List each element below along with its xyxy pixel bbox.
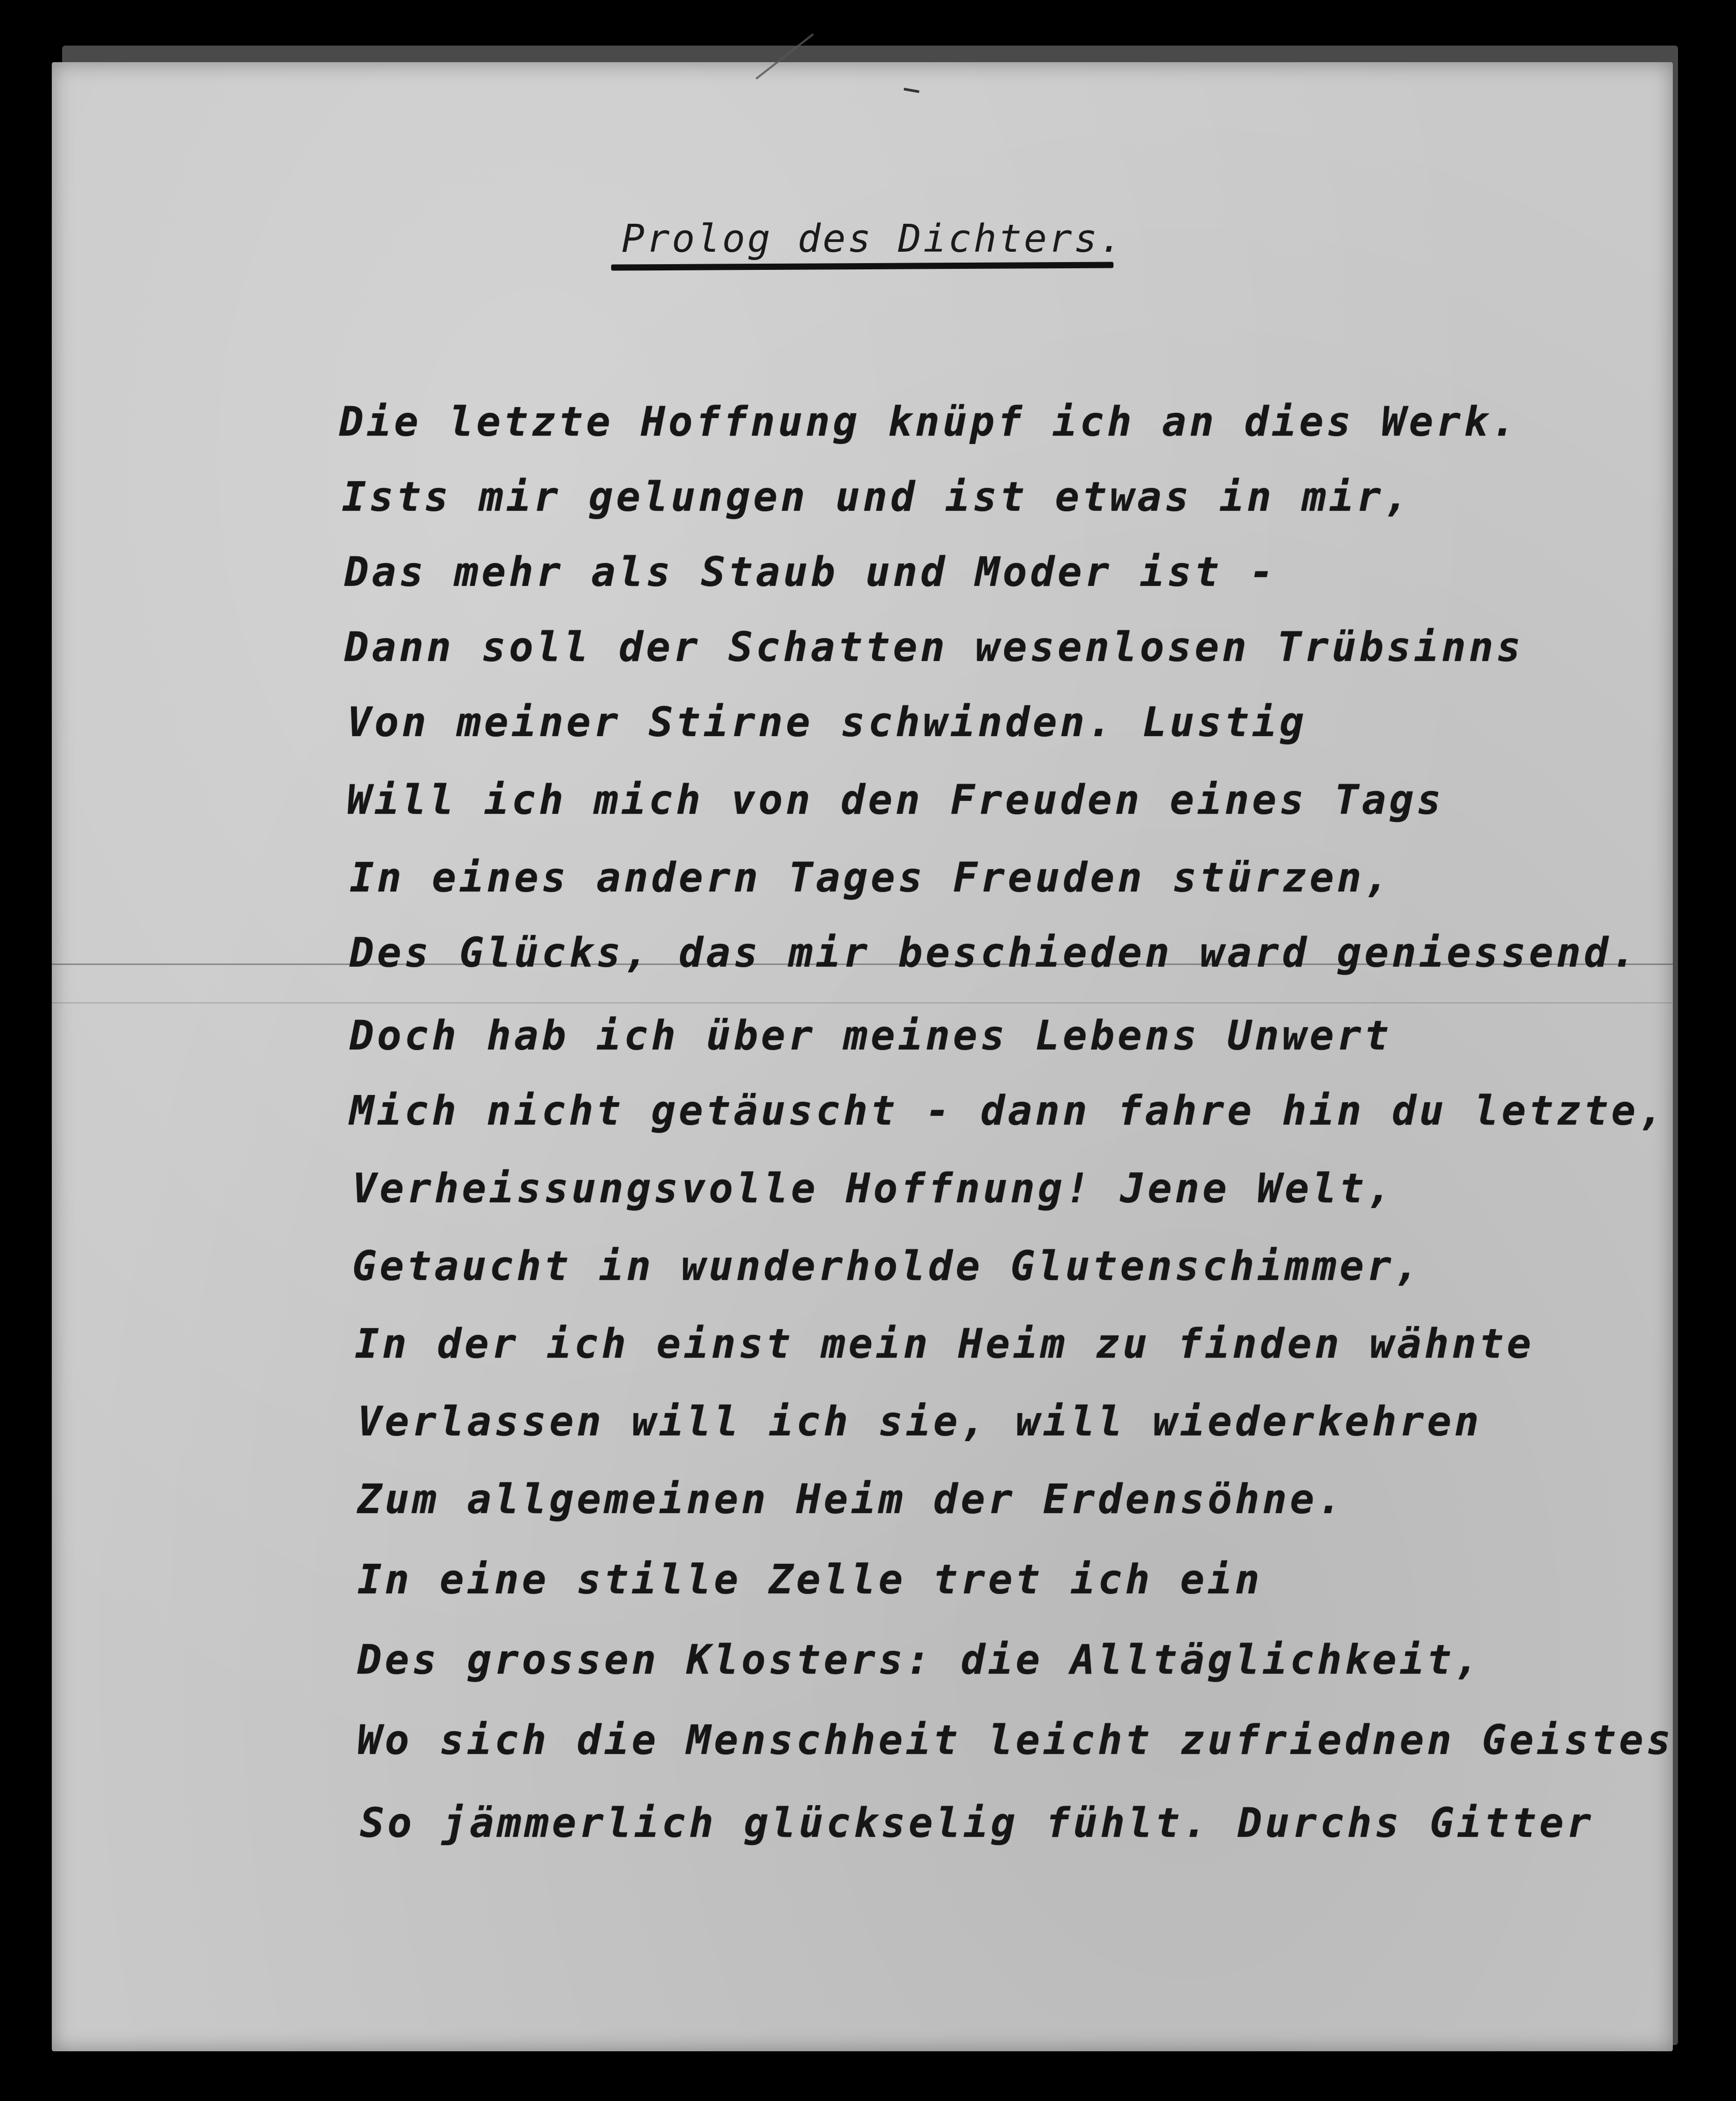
poem-line: Verheissungsvolle Hoffnung! Jene Welt, xyxy=(352,1165,1395,1212)
poem-line: Mich nicht getäuscht - dann fahre hin du letzte, xyxy=(350,1088,1667,1134)
poem-line: In eines andern Tages Freuden stürzen, xyxy=(350,855,1392,901)
poem-line: Doch hab ich über meines Lebens Unwert xyxy=(350,1013,1392,1059)
poem-line: Will ich mich von den Freuden eines Tags xyxy=(347,777,1444,824)
poem-line: Des grossen Klosters: die Alltäglichkeit, xyxy=(357,1637,1482,1683)
poem-line: In eine stille Zelle tret ich ein xyxy=(357,1557,1263,1603)
poem-line: Getaucht in wunderholde Glutenschimmer, xyxy=(352,1243,1422,1290)
poem-line: In der ich einst mein Heim zu finden wähnte xyxy=(355,1321,1535,1368)
page-title: Prolog des Dichters. xyxy=(621,217,1125,261)
poem-line: So jämmerlich glückselig fühlt. Durchs Gitter xyxy=(360,1800,1595,1847)
poem-line: Von meiner Stirne schwinden. Lustig xyxy=(347,699,1307,746)
poem-line: Dann soll der Schatten wesenlosen Trübsinns xyxy=(344,624,1524,671)
poem-line: Zum allgemeinen Heim der Erdensöhne. xyxy=(357,1476,1345,1523)
poem-line: Die letzte Hoffnung knüpf ich an dies Werk. xyxy=(339,399,1519,445)
poem-line: Ists mir gelungen und ist etwas in mir, xyxy=(342,474,1412,521)
poem-line: Des Glücks, das mir beschieden ward geniessend. xyxy=(350,930,1639,976)
poem-line: Das mehr als Staub und Moder ist - xyxy=(344,549,1277,596)
poem-line: Verlassen will ich sie, will wiederkehren xyxy=(357,1399,1482,1445)
poem-line: Wo sich die Menschheit leicht zufriednen Geistes xyxy=(357,1717,1674,1764)
